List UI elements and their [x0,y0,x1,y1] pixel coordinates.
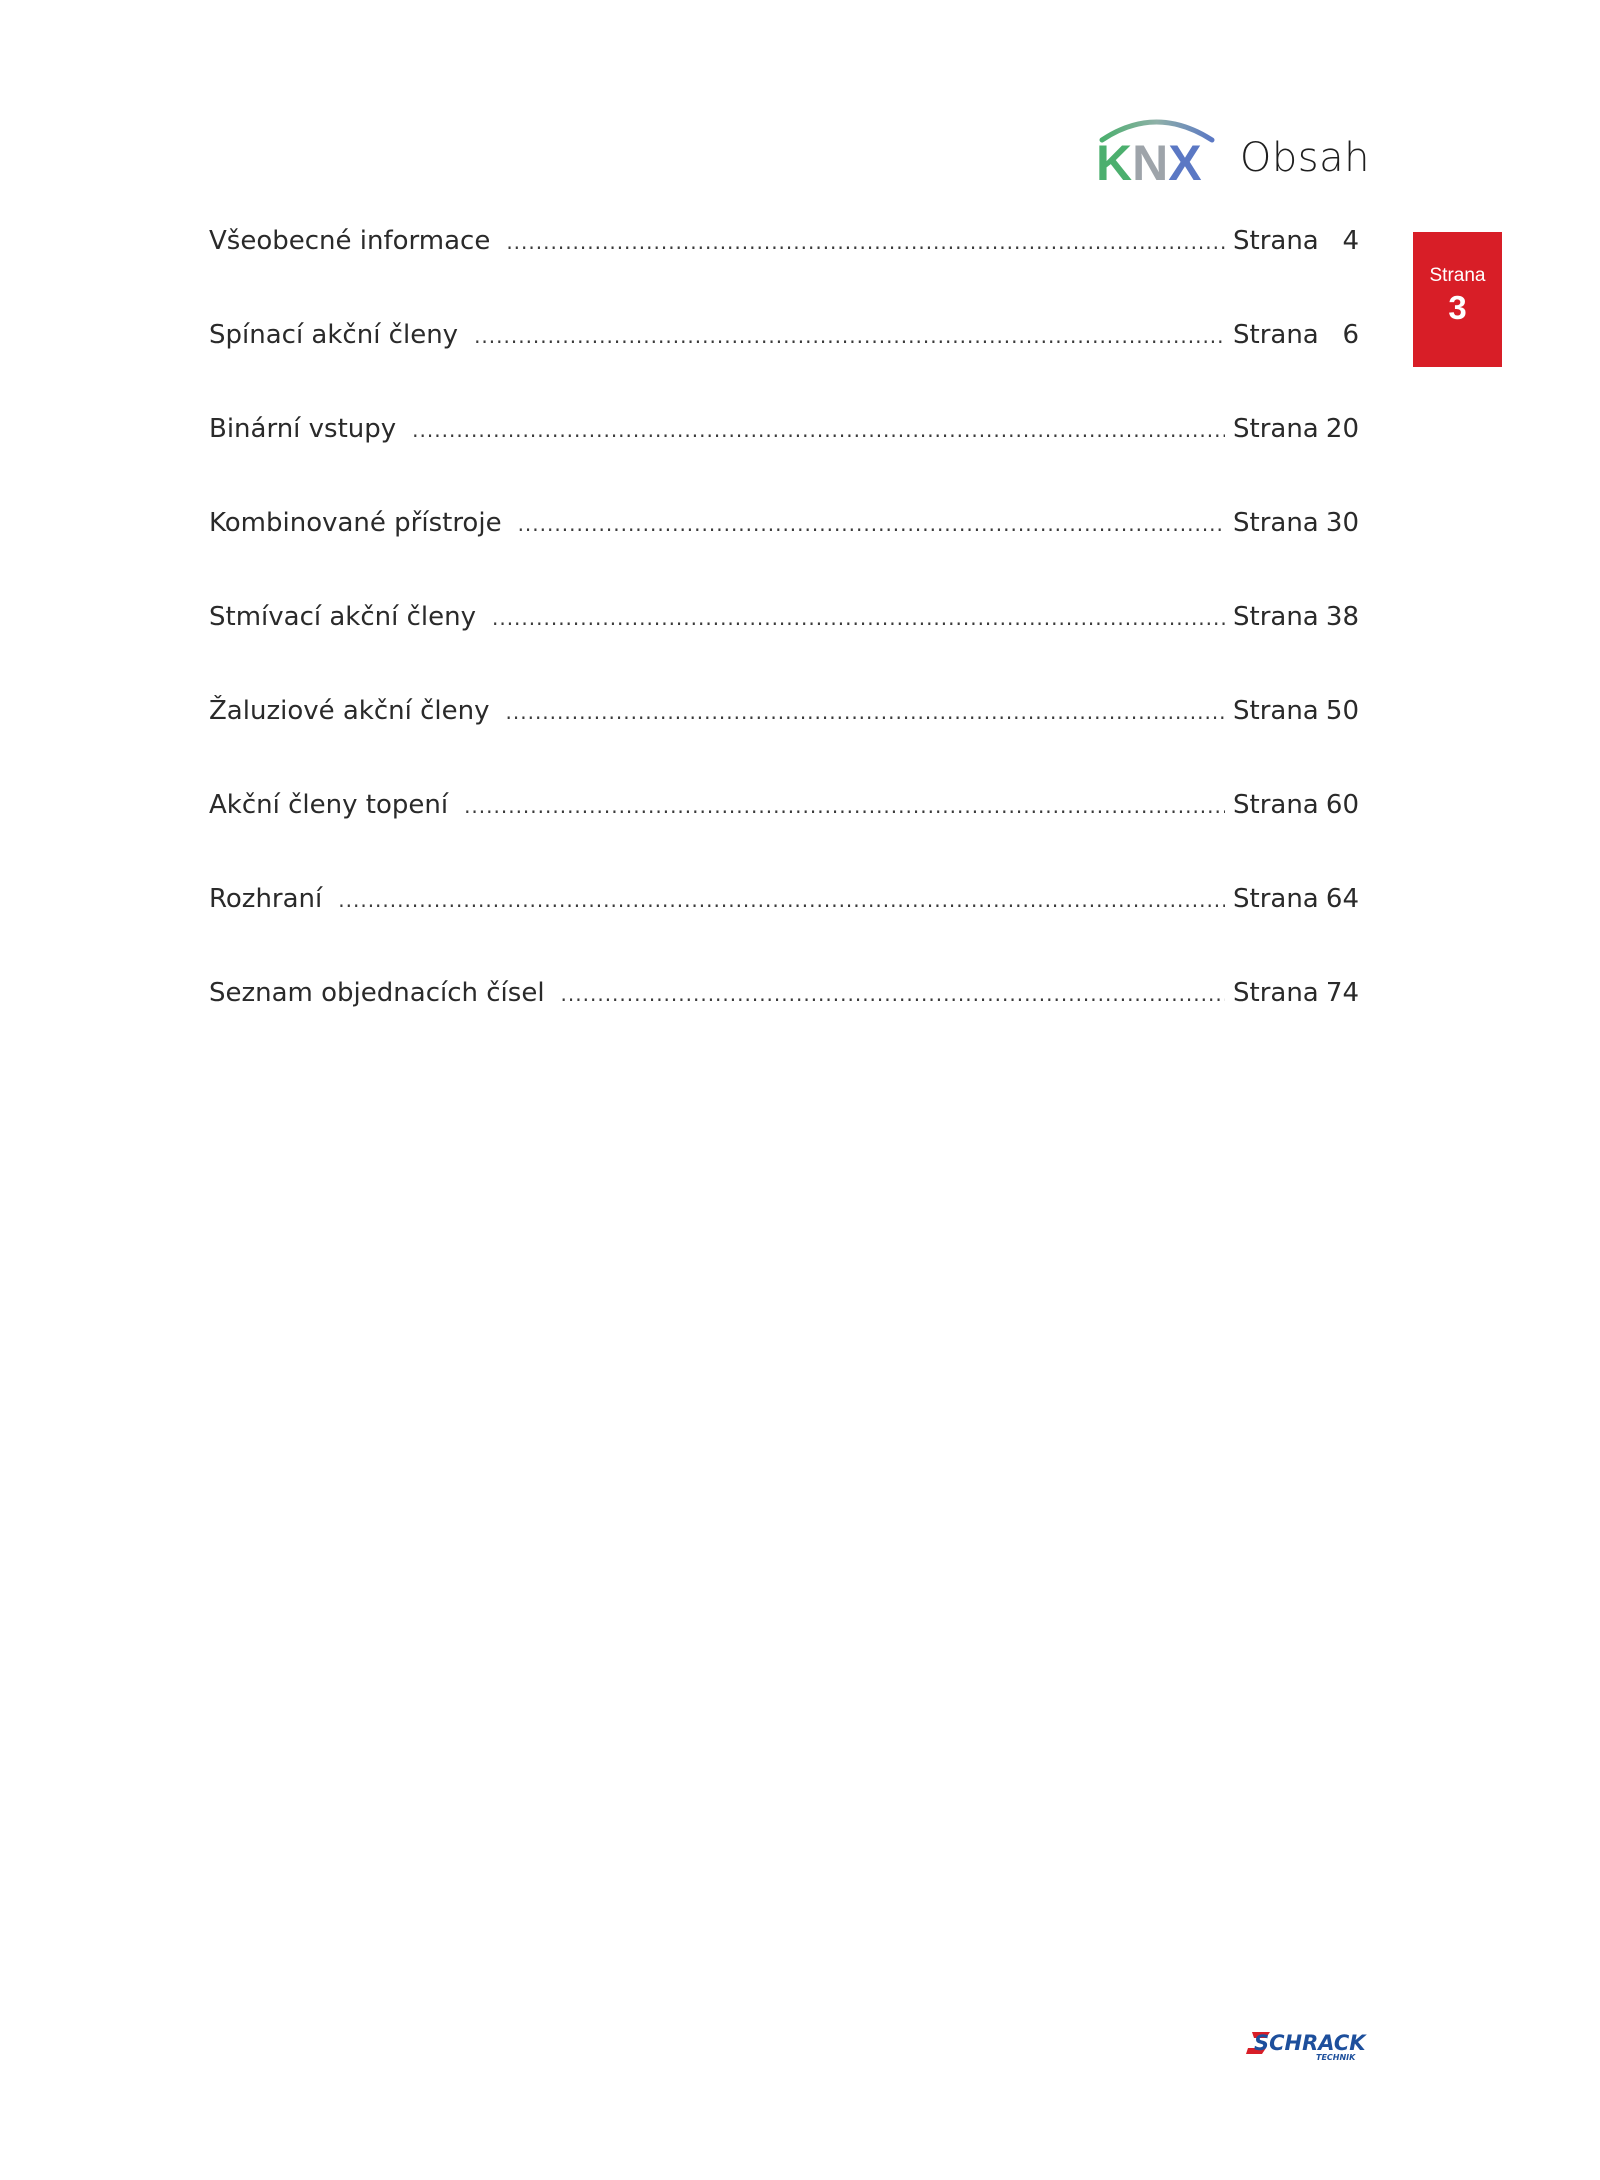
table-of-contents [209,226,1359,1072]
page-header [1092,104,1370,184]
toc-entry-title: Binární vstupy [209,414,397,444]
toc-entry-title: Rozhraní [209,884,323,914]
toc-entry-title: Spínací akční členy [209,320,459,350]
toc-entry-label: Strana [1233,696,1319,726]
toc-entry-title: Kombinované přístroje [209,508,502,538]
knx-logo [1092,110,1222,184]
toc-entry[interactable] [209,696,1359,790]
toc-entry[interactable] [209,508,1359,602]
toc-dot-leader [506,230,1225,254]
toc-entry-label: Strana [1233,320,1319,350]
toc-dot-leader [464,794,1225,818]
toc-entry-title: Seznam objednacích čísel [209,978,545,1008]
toc-entry-page-number: 64 [1325,884,1359,914]
toc-dot-leader [518,512,1225,536]
toc-dot-leader [492,606,1225,630]
toc-entry-page-number: 74 [1325,978,1359,1008]
toc-dot-leader [474,324,1225,348]
toc-entry-label: Strana [1233,414,1319,444]
schrack-logo-subtext: TECHNIK [1316,2053,1356,2062]
page-number-tab [1413,232,1502,367]
page-tab-label: Strana [1429,265,1486,286]
toc-dot-leader [506,700,1225,724]
toc-entry[interactable] [209,602,1359,696]
toc-entry[interactable] [209,884,1359,978]
toc-entry-page-number: 20 [1325,414,1359,444]
toc-entry-title: Stmívací akční členy [209,602,476,632]
toc-entry[interactable] [209,790,1359,884]
toc-entry-label: Strana [1233,884,1319,914]
schrack-logo [1244,2028,1374,2062]
page-tab-number: 3 [1448,289,1467,326]
page-title: Obsah [1239,135,1370,181]
toc-entry-title: Akční členy topení [209,790,449,820]
toc-entry-page-number: 60 [1325,790,1359,820]
toc-entry-title: Všeobecné informace [209,226,491,256]
toc-entry-label: Strana [1233,508,1319,538]
toc-entry-label: Strana [1233,978,1319,1008]
knx-letter-k: KNX [1095,135,1202,184]
toc-entry-page-number: 50 [1325,696,1359,726]
toc-entry-label: Strana [1233,602,1319,632]
toc-entry[interactable] [209,414,1359,508]
toc-dot-leader [338,888,1225,912]
toc-entry-page-number: 30 [1325,508,1359,538]
toc-entry[interactable] [209,226,1359,320]
toc-entry-page-number: 38 [1325,602,1359,632]
toc-entry-title: Žaluziové akční členy [209,696,490,726]
toc-entry[interactable] [209,320,1359,414]
toc-entry-page-number: 6 [1342,320,1359,350]
toc-entry[interactable] [209,978,1359,1072]
toc-entry-label: Strana [1233,790,1319,820]
toc-dot-leader [561,982,1225,1006]
toc-entry-page-number: 4 [1342,226,1359,256]
toc-dot-leader [412,418,1225,442]
toc-entry-label: Strana [1233,226,1319,256]
schrack-logo-text: SCHRACK [1254,2031,1366,2055]
